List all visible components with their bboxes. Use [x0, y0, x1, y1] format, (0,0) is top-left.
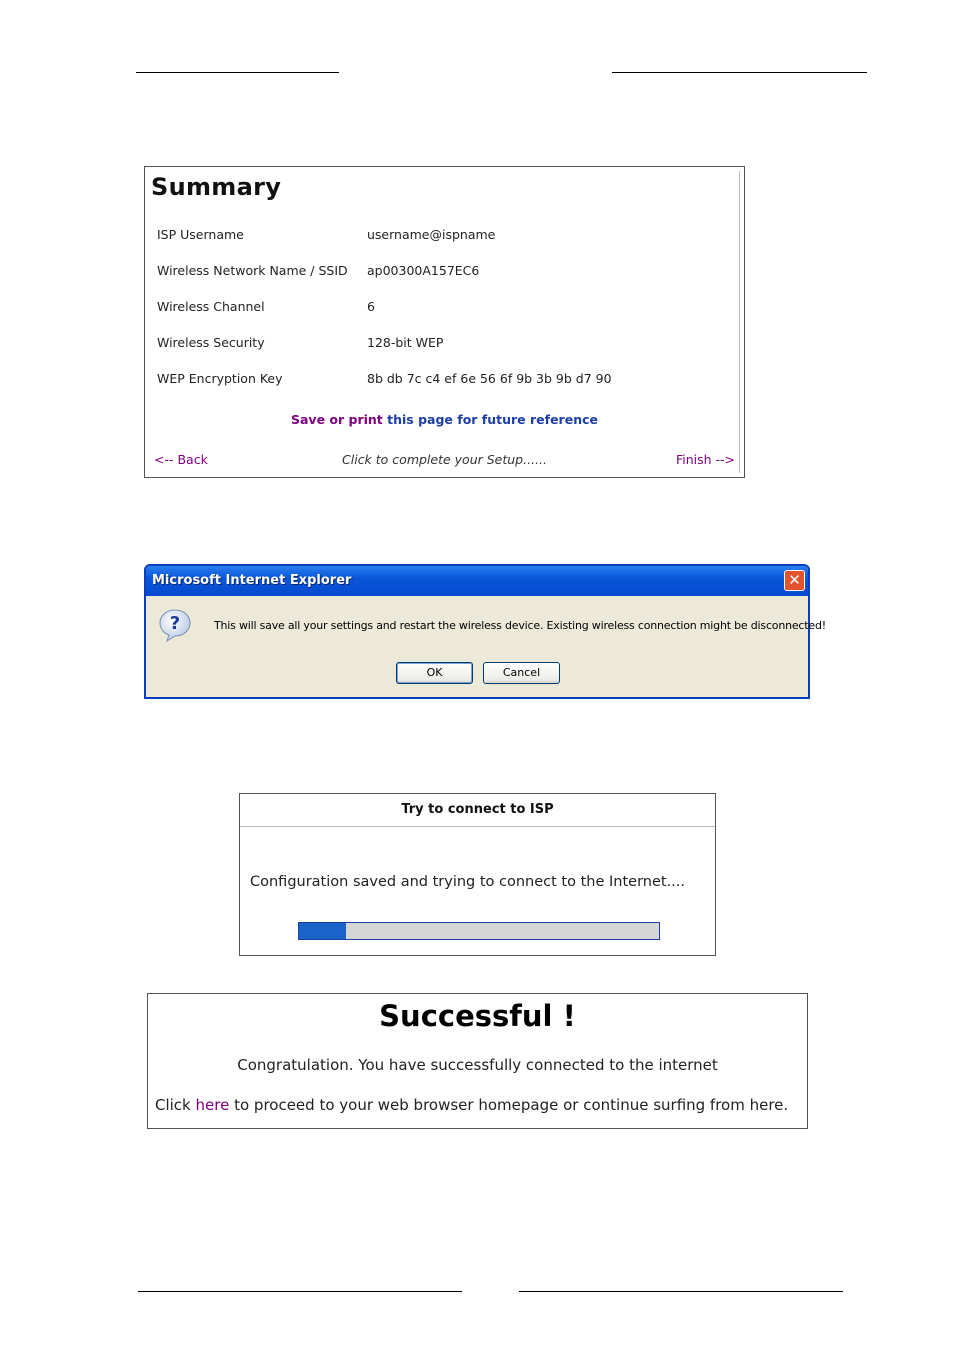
svg-text:?: ? — [169, 613, 181, 634]
back-link[interactable]: <-- Back — [154, 452, 208, 467]
header-rule-right — [612, 72, 867, 73]
summary-row-ssid — [157, 263, 479, 278]
row-value: ap00300A157EC6 — [367, 263, 480, 278]
dialog-message: This will save all your settings and restart the wireless device. Existing wireless connection might be disconnected! — [214, 619, 826, 632]
success-panel — [147, 993, 808, 1129]
cancel-button[interactable]: Cancel — [483, 662, 560, 684]
save-print-note — [145, 412, 744, 427]
setup-hint: Click to complete your Setup...... — [342, 452, 547, 467]
row-label: Wireless Security — [157, 335, 265, 350]
summary-title: Summary — [151, 173, 282, 201]
dialog-titlebar[interactable] — [146, 566, 808, 596]
save-note-part2: this page for future reference — [387, 412, 598, 427]
summary-row-channel — [157, 299, 375, 314]
summary-row-wep-key — [157, 371, 612, 386]
row-value: 8b db 7c c4 ef 6e 56 6f 9b 3b 9b d7 90 — [367, 371, 612, 386]
connect-panel — [239, 793, 716, 956]
proceed-suffix: to proceed to your web browser homepage or continue surfing from here. — [229, 1096, 789, 1114]
connect-header: Try to connect to ISP — [240, 794, 715, 827]
row-label: WEP Encryption Key — [157, 371, 283, 386]
footer-rule-right — [519, 1291, 843, 1292]
success-heading: Successful ! — [379, 999, 576, 1033]
header-rule-left — [136, 72, 339, 73]
row-value: 6 — [367, 299, 375, 314]
close-icon[interactable]: ✕ — [784, 570, 805, 591]
question-icon — [158, 608, 192, 642]
row-label: Wireless Channel — [157, 299, 265, 314]
congrats-message: Congratulation. You have successfully connected to the internet — [237, 1056, 718, 1074]
row-value: username@ispname — [367, 227, 496, 242]
row-label: ISP Username — [157, 227, 244, 242]
row-label: Wireless Network Name / SSID — [157, 263, 348, 278]
summary-inner-border — [739, 171, 740, 473]
summary-row-security — [157, 335, 443, 350]
finish-link[interactable]: Finish --> — [675, 452, 735, 467]
ok-button[interactable]: OK — [396, 662, 473, 684]
here-link[interactable]: here — [195, 1096, 230, 1114]
progress-bar — [298, 922, 660, 940]
footer-rule-left — [138, 1291, 462, 1292]
ie-confirm-dialog — [144, 564, 826, 699]
save-note-part1: Save or print — [290, 412, 388, 427]
connect-message: Configuration saved and trying to connect to the Internet.... — [250, 874, 686, 890]
row-value: 128-bit WEP — [367, 335, 444, 350]
proceed-prefix: Click — [155, 1096, 196, 1114]
proceed-message — [155, 1096, 788, 1114]
progress-fill — [299, 923, 346, 939]
summary-panel — [144, 166, 745, 478]
summary-row-isp-username — [157, 227, 495, 242]
dialog-title: Microsoft Internet Explorer — [152, 573, 352, 588]
